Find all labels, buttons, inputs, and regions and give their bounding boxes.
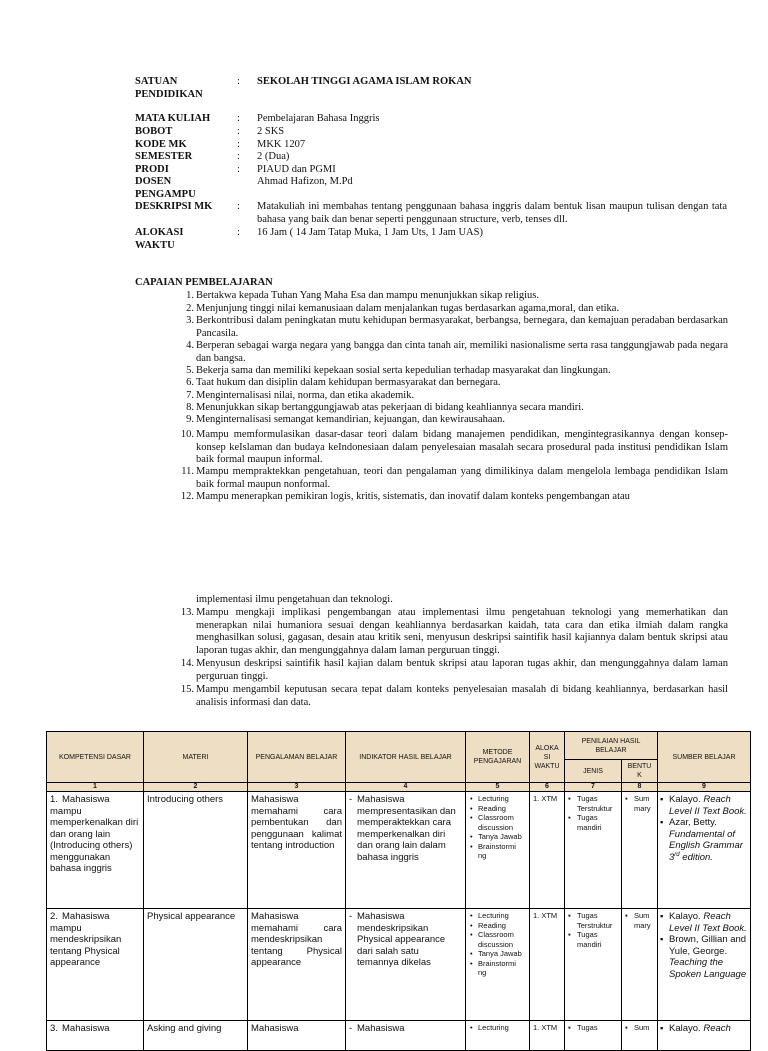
outcome-number: 11.	[181, 466, 194, 477]
sumber-cell	[658, 909, 751, 1021]
kode-value: MKK 1207	[257, 139, 306, 150]
outcome-text: Mampu menerapkan pemikiran logis, kritis, sistematis, dan inovatif dalam konteks pengembangan atau	[196, 491, 630, 502]
jenis-item: ▪ Tugas mandiri	[568, 813, 618, 832]
outcome-number: 15.	[180, 684, 194, 695]
outcome-number: 4.	[186, 340, 194, 351]
sumber-author: Kalayo.	[669, 1023, 704, 1034]
metode-cell	[466, 1021, 530, 1051]
header-bentuk: BENTU K	[622, 760, 658, 783]
table-row	[47, 1021, 751, 1051]
table-row	[47, 792, 751, 909]
outcome-number: 13.	[180, 607, 194, 618]
indikator-cell	[346, 792, 466, 909]
header-indikator: INDIKATOR HASIL BELAJAR	[346, 732, 466, 783]
semester-label: SEMESTER	[135, 151, 193, 162]
header-materi: MATERI	[144, 732, 248, 783]
bentuk-cell	[622, 909, 658, 1021]
bobot-colon: :	[237, 126, 240, 137]
sumber-author: Brown, Gillian and Yule, George.	[669, 934, 747, 957]
sumber-author: Kalayo.	[669, 794, 704, 805]
col-number: 8	[622, 783, 658, 792]
indikator-text: - Mahasiswa	[349, 1023, 462, 1035]
col-number: 4	[346, 783, 466, 792]
outcome-number: 7.	[186, 390, 194, 401]
deskripsi-label: DESKRIPSI MK	[135, 201, 213, 212]
sumber-author: Kalayo.	[669, 911, 704, 922]
col-number: 6	[530, 783, 565, 792]
bentuk-cell	[622, 792, 658, 909]
materi-cell: Physical appearance	[144, 909, 248, 1021]
bentuk-item: ▪ Sum mary	[625, 794, 654, 813]
outcome-text: Berkontribusi dalam peningkatan mutu kehidupan bermasyarakat, berbangsa, bernegara, dan kemajuan peradaban berdasarkan Pancasila.	[196, 315, 728, 339]
header-penilaian: PENILAIAN HASIL BELAJAR	[565, 732, 658, 760]
outcome-number: 3.	[186, 315, 194, 326]
col-number: 7	[565, 783, 622, 792]
metode-item: • Lecturing	[469, 794, 526, 804]
col-number: 2	[144, 783, 248, 792]
semester-value: 2 (Dua)	[257, 151, 290, 162]
deskripsi-value: Matakuliah ini membahas tentang penggunaan bahasa inggris dalam bentuk lisan maupun tulisan dengan tata bahasa yang baik dan benar seperti penggunaan structure, verb, tenses dll.	[257, 201, 727, 225]
header-sumber: SUMBER BELAJAR	[658, 732, 751, 783]
sumber-cell	[658, 1021, 751, 1051]
sumber-title: Teaching the Spoken Language	[669, 957, 747, 980]
alokasi-label: ALOKASI WAKTU	[135, 227, 184, 251]
semester-colon: :	[237, 151, 240, 162]
bentuk-item: ▪ Sum	[625, 1023, 654, 1033]
bobot-value: 2 SKS	[257, 126, 285, 137]
kompetensi-cell	[47, 909, 144, 1021]
bobot-label: BOBOT	[135, 126, 173, 137]
prodi-colon: :	[237, 164, 240, 175]
outcome-text: Menjunjung tinggi nilai kemanusiaan dalam menjalankan tugas berdasarkan agama,moral, dan etika.	[196, 303, 620, 314]
jenis-item: ▪ Tugas	[568, 1023, 618, 1033]
jenis-cell	[565, 909, 622, 1021]
satuan-colon: :	[237, 76, 240, 87]
jenis-item: ▪ Tugas Terstruktur	[568, 794, 618, 813]
pengalaman-cell: Mahasiswa memahami cara pembentukan dan penggunaan kalimat tentang introduction	[248, 792, 346, 909]
sumber-item	[660, 794, 747, 817]
indikator-cell	[346, 909, 466, 1021]
satuan-value: SEKOLAH TINGGI AGAMA ISLAM ROKAN	[257, 76, 472, 87]
outcome-text: Menginternalisasi nilai, norma, dan etika akademik.	[196, 390, 415, 401]
deskripsi-colon: :	[237, 201, 240, 212]
kompetensi-text: Mahasiswa	[62, 1023, 110, 1034]
alokasi-cell: 1. XTM	[530, 792, 565, 909]
dosen-label: DOSEN PENGAMPU	[135, 176, 196, 200]
jenis-cell	[565, 792, 622, 909]
metode-item: • Reading	[469, 804, 526, 814]
metode-cell	[466, 909, 530, 1021]
outcome-text: Mampu memformulasikan dasar-dasar teori dalam bidang manajemen pendidikan, mengintegrasikannya dengan konsep-konsep keIslaman dan budaya keIndonesiaan dalam penyelesaian masalah secara prosedural pada institusi pendidikan Islam baik formal maupun informal.	[196, 429, 728, 465]
sumber-title: Reach Level II Text Book.	[669, 794, 747, 817]
pengalaman-cell: Mahasiswa memahami cara mendeskripsikan tentang Physical appearance	[248, 909, 346, 1021]
kompetensi-text: Mahasiswa mampu memperkenalkan diri dan orang lain (Introducing others) menggunakan bahasa inggris	[50, 794, 139, 874]
table-row	[47, 909, 751, 1021]
jenis-item: ▪ Tugas Terstruktur	[568, 911, 618, 930]
sumber-sup: rd	[674, 851, 680, 858]
mata-kuliah-value: Pembelajaran Bahasa Inggris	[257, 113, 380, 124]
sumber-cell	[658, 792, 751, 909]
outcome-text: Menyusun deskripsi saintifik hasil kajian dalam bentuk skripsi atau laporan tugas akhir, dan mengunggahnya dalam laman perguruan tinggi.	[196, 658, 728, 682]
indikator-text: - Mahasiswa mendeskripsikan Physical appearance dari salah satu temannya dikelas	[349, 911, 462, 969]
col-number: 9	[658, 783, 751, 792]
mata-kuliah-label: MATA KULIAH	[135, 113, 211, 124]
row-number: 3.	[50, 1023, 58, 1034]
kompetensi-cell	[47, 792, 144, 909]
metode-item: • Tanya Jawab	[469, 949, 526, 959]
bentuk-item: ▪ Sum mary	[625, 911, 654, 930]
satuan-label: SATUAN PENDIDIKAN	[135, 76, 203, 100]
indikator-text: - Mahasiswa mempresentasikan dan memperaktekkan cara memperkenalkan diri dan orang lain dalam bahasa inggris	[349, 794, 462, 863]
outcome-text: Menginternalisasi semangat kemandirian, kejuangan, dan kewirausahaan.	[196, 414, 506, 425]
header-alokasi: ALOKA SI WAKTU	[530, 732, 565, 783]
col-number: 5	[466, 783, 530, 792]
metode-item: • Brainstormi ng	[469, 959, 526, 978]
col-number: 1	[47, 783, 144, 792]
outcome-text: Bekerja sama dan memiliki kepekaan sosial serta kepedulian terhadap masyarakat dan lingkungan.	[196, 365, 611, 376]
sumber-edition: edition.	[679, 851, 713, 863]
materi-cell: Asking and giving	[144, 1021, 248, 1051]
alokasi-cell: 1. XTM	[530, 1021, 565, 1051]
outcome-number: 12.	[180, 491, 194, 502]
metode-item: • Lecturing	[469, 1023, 526, 1033]
prodi-label: PRODI	[135, 164, 169, 175]
metode-item: • Classroom discussion	[469, 930, 526, 949]
kode-label: KODE MK	[135, 139, 187, 150]
rps-table	[46, 731, 751, 1051]
outcome-number: 14.	[180, 658, 194, 669]
metode-item: • Lecturing	[469, 911, 526, 921]
alokasi-cell: 1. XTM	[530, 909, 565, 1021]
header-pengalaman: PENGALAMAN BELAJAR	[248, 732, 346, 783]
sumber-item	[660, 817, 747, 863]
sumber-title: Reach	[703, 1023, 731, 1034]
header-kompetensi: KOMPETENSI DASAR	[47, 732, 144, 783]
pengalaman-cell: Mahasiswa	[248, 1021, 346, 1051]
jenis-item: ▪ Tugas mandiri	[568, 930, 618, 949]
outcome-number: 9.	[186, 414, 194, 425]
outcome-text: Menunjukkan sikap bertanggungjawab atas pekerjaan di bidang keahliannya secara mandiri.	[196, 402, 584, 413]
metode-item: • Tanya Jawab	[469, 832, 526, 842]
outcome-number: 1.	[186, 290, 194, 301]
sumber-item	[660, 911, 747, 934]
kode-colon: :	[237, 139, 240, 150]
outcome-number: 2.	[186, 303, 194, 314]
header-metode: METODE PENGAJARAN	[466, 732, 530, 783]
header-jenis: JENIS	[565, 760, 622, 783]
materi-cell: Introducing others	[144, 792, 248, 909]
metode-item: • Reading	[469, 921, 526, 931]
alokasi-colon: :	[237, 227, 240, 238]
prodi-value: PIAUD dan PGMI	[257, 164, 336, 175]
outcome-text: Berperan sebagai warga negara yang bangga dan cinta tanah air, memiliki nasionalisme serta rasa tanggungjawab pada negara dan bangsa.	[196, 340, 728, 364]
outcome-number: 6.	[186, 377, 194, 388]
capaian-title: CAPAIAN PEMBELAJARAN	[135, 277, 273, 288]
outcome-text: implementasi ilmu pengetahuan dan teknologi.	[196, 594, 393, 605]
alokasi-value: 16 Jam ( 14 Jam Tatap Muka, 1 Jam Uts, 1 Jam UAS)	[257, 227, 483, 238]
kompetensi-text: Mahasiswa mampu mendeskripsikan tentang Physical appearance	[50, 911, 122, 968]
metode-cell	[466, 792, 530, 909]
mata-kuliah-colon: :	[237, 113, 240, 124]
sumber-title: Fundamental of English Grammar 3	[669, 828, 743, 863]
outcome-text: Mampu mengkaji implikasi pengembangan atau implementasi ilmu pengetahuan teknologi yang memerhatikan dan menerapkan nilai humaniora sesuai dengan keahliannya berdasarkan kaidah, tata cara dan etika ilmiah dalam rangka menghasilkan solusi, gagasan, desain atau kritik seni, menyusun deskripsi saintifik hasil kajiannya dalam bentuk skripsi atau laporan tugas akhir, dan mengunggahnya dalam laman perguruan tinggi.	[196, 607, 728, 656]
outcome-number: 10.	[180, 429, 194, 440]
info-satuan	[135, 76, 735, 102]
row-number: 1.	[50, 794, 58, 805]
outcome-text: Taat hukum dan disiplin dalam kehidupan bermasyarakat dan bernegara.	[196, 377, 501, 388]
sumber-author: Azar, Betty.	[669, 817, 717, 828]
bentuk-cell	[622, 1021, 658, 1051]
outcome-text: Mampu mengambil keputusan secara tepat dalam konteks penyelesaian masalah di bidang keahliannya, berdasarkan hasil analisis informasi dan data.	[196, 684, 728, 708]
metode-item: • Brainstormi ng	[469, 842, 526, 861]
sumber-title: Reach Level II Text Book.	[669, 911, 747, 934]
outcome-number: 5.	[186, 365, 194, 376]
outcome-number: 8.	[186, 402, 194, 413]
jenis-cell	[565, 1021, 622, 1051]
dosen-value: Ahmad Hafizon, M.Pd	[257, 176, 353, 187]
metode-item: • Classroom discussion	[469, 813, 526, 832]
sumber-item	[660, 934, 747, 980]
sumber-item	[660, 1023, 747, 1035]
kompetensi-cell	[47, 1021, 144, 1051]
row-number: 2.	[50, 911, 58, 922]
col-number: 3	[248, 783, 346, 792]
outcome-text: Bertakwa kepada Tuhan Yang Maha Esa dan mampu menunjukkan sikap religius.	[196, 290, 539, 301]
rps-table-wrapper	[46, 731, 750, 1051]
outcome-text: Mampu mempraktekkan pengetahuan, teori dan pengalaman yang dimilikinya dalam mengelola lembaga pendidikan Islam baik formal maupun nonformal.	[196, 466, 728, 490]
indikator-cell	[346, 1021, 466, 1051]
